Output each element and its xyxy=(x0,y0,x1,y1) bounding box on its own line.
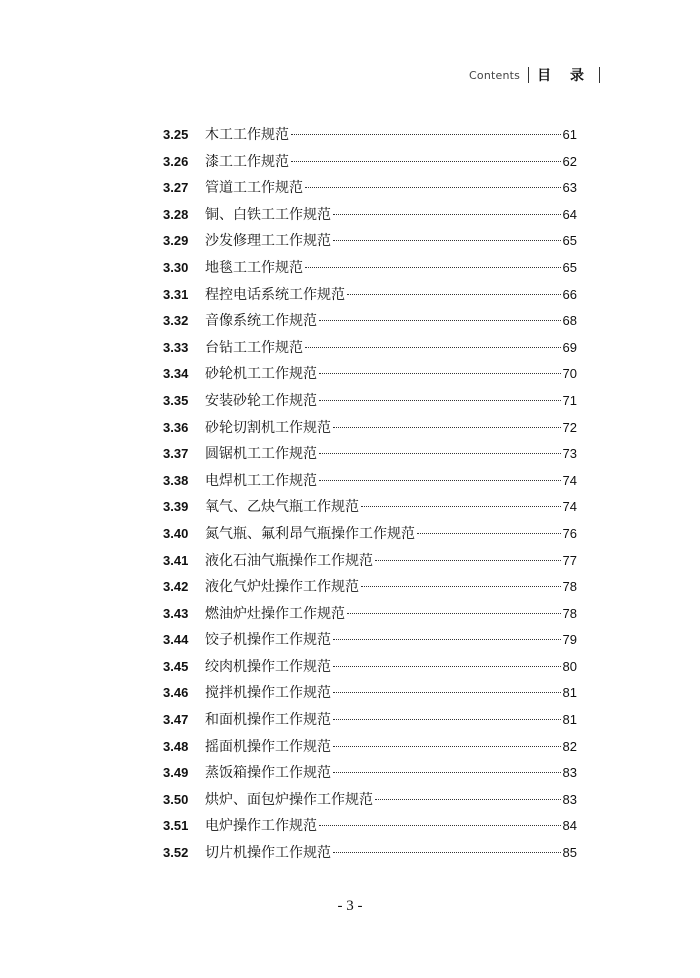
header-divider-end xyxy=(599,67,600,83)
toc-entry[interactable] xyxy=(163,282,577,309)
toc-dot-leader xyxy=(347,294,561,295)
toc-entry-page: 70 xyxy=(562,366,577,382)
toc-dot-leader xyxy=(333,852,561,853)
toc-dot-leader xyxy=(361,506,561,507)
toc-entry[interactable] xyxy=(163,494,577,521)
toc-entry-title: 安装砂轮工作规范 xyxy=(205,392,317,409)
toc-dot-leader xyxy=(305,347,561,348)
toc-entry-number: 3.27 xyxy=(163,180,189,196)
toc-entry-number: 3.43 xyxy=(163,605,189,621)
toc-dot-leader xyxy=(375,799,561,800)
toc-entry[interactable] xyxy=(163,627,577,654)
toc-entry-page: 81 xyxy=(562,712,577,728)
toc-entry-title: 音像系统工作规范 xyxy=(205,313,317,330)
toc-entry-page: 69 xyxy=(562,339,577,355)
toc-entry-number: 3.45 xyxy=(163,658,189,674)
toc-entry-page: 84 xyxy=(562,818,577,834)
toc-entry-number: 3.30 xyxy=(163,259,189,275)
toc-entry-page: 78 xyxy=(562,605,577,621)
toc-entry[interactable] xyxy=(163,787,577,814)
toc-entry[interactable] xyxy=(163,388,577,415)
toc-entry-number: 3.32 xyxy=(163,313,189,329)
toc-entry-title: 绞肉机操作工作规范 xyxy=(205,658,331,675)
toc-dot-leader xyxy=(319,453,561,454)
toc-dot-leader xyxy=(333,214,561,215)
toc-entry[interactable] xyxy=(163,308,577,335)
toc-entry[interactable] xyxy=(163,654,577,681)
toc-entry-page: 65 xyxy=(562,259,577,275)
toc-entry[interactable] xyxy=(163,840,577,867)
toc-entry-number: 3.46 xyxy=(163,685,189,701)
toc-entry-number: 3.35 xyxy=(163,392,189,408)
toc-entry-title: 燃油炉灶操作工作规范 xyxy=(205,605,345,622)
toc-entry-number: 3.44 xyxy=(163,632,189,648)
toc-entry-number: 3.50 xyxy=(163,791,189,807)
toc-entry-number: 3.48 xyxy=(163,738,189,754)
toc-entry-title: 沙发修理工工作规范 xyxy=(205,233,331,250)
toc-entry-page: 77 xyxy=(562,552,577,568)
toc-dot-leader xyxy=(319,480,561,481)
toc-dot-leader xyxy=(333,746,561,747)
toc-entry-title: 圆锯机工工作规范 xyxy=(205,446,317,463)
toc-entry[interactable] xyxy=(163,574,577,601)
toc-entry[interactable] xyxy=(163,680,577,707)
toc-dot-leader xyxy=(333,772,561,773)
header-divider xyxy=(528,67,529,83)
toc-entry-number: 3.36 xyxy=(163,419,189,435)
header-section-zh: 目 录 xyxy=(537,68,591,84)
toc-entry-page: 62 xyxy=(562,153,577,169)
toc-entry-page: 65 xyxy=(562,233,577,249)
toc-dot-leader xyxy=(333,240,561,241)
toc-entry-title: 饺子机操作工作规范 xyxy=(205,632,331,649)
toc-entry-title: 蒸饭箱操作工作规范 xyxy=(205,765,331,782)
toc-entry-title: 台钻工工作规范 xyxy=(205,339,303,356)
toc-entry-number: 3.40 xyxy=(163,525,189,541)
toc-entry-number: 3.38 xyxy=(163,472,189,488)
toc-entry-title: 铜、白铁工工作规范 xyxy=(205,206,331,223)
toc-entry[interactable] xyxy=(163,175,577,202)
toc-entry-page: 82 xyxy=(562,738,577,754)
toc-entry-number: 3.51 xyxy=(163,818,189,834)
toc-entry-title: 搅拌机操作工作规范 xyxy=(205,685,331,702)
toc-entry-title: 液化石油气瓶操作工作规范 xyxy=(205,552,373,569)
toc-entry-number: 3.26 xyxy=(163,153,189,169)
toc-dot-leader xyxy=(333,666,561,667)
toc-entry-page: 85 xyxy=(562,845,577,861)
toc-entry-number: 3.28 xyxy=(163,206,189,222)
toc-dot-leader xyxy=(333,639,561,640)
toc-entry-page: 68 xyxy=(562,313,577,329)
toc-entry-page: 61 xyxy=(562,127,577,142)
toc-entry-title: 地毯工工作规范 xyxy=(205,259,303,276)
toc-entry[interactable] xyxy=(163,521,577,548)
toc-entry-title: 氮气瓶、氟利昂气瓶操作工作规范 xyxy=(205,525,415,542)
toc-entry-title: 烘炉、面包炉操作工作规范 xyxy=(205,791,373,808)
toc-entry[interactable] xyxy=(163,149,577,176)
toc-entry-page: 83 xyxy=(562,765,577,781)
toc-dot-leader xyxy=(305,187,561,188)
toc-entry-number: 3.42 xyxy=(163,579,189,595)
toc-entry[interactable] xyxy=(163,707,577,734)
toc-dot-leader xyxy=(319,373,561,374)
toc-dot-leader xyxy=(305,267,561,268)
toc-entry[interactable] xyxy=(163,228,577,255)
toc-entry[interactable] xyxy=(163,361,577,388)
toc-entry-page: 66 xyxy=(562,286,577,302)
toc-entry-number: 3.33 xyxy=(163,339,189,355)
toc-entry-page: 78 xyxy=(562,579,577,595)
toc-entry-number: 3.39 xyxy=(163,499,189,515)
header-section-en: Contents xyxy=(469,68,521,82)
toc-dot-leader xyxy=(361,586,561,587)
toc-entry-title: 砂轮切割机工作规范 xyxy=(205,419,331,436)
toc-entry[interactable] xyxy=(163,335,577,362)
toc-entry-page: 72 xyxy=(562,419,577,435)
toc-dot-leader xyxy=(319,825,561,826)
toc-entry-number: 3.34 xyxy=(163,366,189,382)
toc-entry-page: 71 xyxy=(562,392,577,408)
toc-dot-leader xyxy=(375,560,561,561)
toc-entry[interactable] xyxy=(163,601,577,628)
toc-entry-number: 3.31 xyxy=(163,286,189,302)
toc-entry-title: 砂轮机工工作规范 xyxy=(205,366,317,383)
toc-entry-title: 液化气炉灶操作工作规范 xyxy=(205,579,359,596)
toc-entry-number: 3.41 xyxy=(163,552,189,568)
toc-entry[interactable] xyxy=(163,441,577,468)
toc-dot-leader xyxy=(291,134,561,135)
toc-dot-leader xyxy=(333,427,561,428)
toc-entry-number: 3.25 xyxy=(163,127,189,142)
toc-entry-number: 3.49 xyxy=(163,765,189,781)
toc-entry-title: 管道工工作规范 xyxy=(205,180,303,197)
toc-entry[interactable] xyxy=(163,122,577,149)
toc-entry-number: 3.29 xyxy=(163,233,189,249)
toc-entry[interactable] xyxy=(163,468,577,495)
toc-dot-leader xyxy=(291,161,561,162)
toc-dot-leader xyxy=(319,400,561,401)
toc-entry-number: 3.37 xyxy=(163,446,189,462)
toc-entry-page: 64 xyxy=(562,206,577,222)
toc-entry-title: 和面机操作工作规范 xyxy=(205,712,331,729)
page-number: - 3 - xyxy=(337,898,363,914)
running-header xyxy=(469,66,608,84)
toc-entry-page: 63 xyxy=(562,180,577,196)
toc-entry-number: 3.47 xyxy=(163,712,189,728)
toc-dot-leader xyxy=(417,533,561,534)
toc-entry-page: 79 xyxy=(562,632,577,648)
toc-entry[interactable] xyxy=(163,255,577,282)
toc-entry[interactable] xyxy=(163,548,577,575)
toc-entry-page: 83 xyxy=(562,791,577,807)
toc-entry-page: 76 xyxy=(562,525,577,541)
toc-entry-title: 漆工工作规范 xyxy=(205,153,289,170)
toc-entry[interactable] xyxy=(163,202,577,229)
toc-entry-title: 摇面机操作工作规范 xyxy=(205,738,331,755)
toc-entry-title: 电炉操作工作规范 xyxy=(205,818,317,835)
toc-entry-page: 74 xyxy=(562,499,577,515)
toc-entry[interactable] xyxy=(163,760,577,787)
toc-entry-title: 电焊机工工作规范 xyxy=(205,472,317,489)
toc-entry[interactable] xyxy=(163,813,577,840)
toc-entry-title: 切片机操作工作规范 xyxy=(205,845,331,862)
toc-entry[interactable] xyxy=(163,734,577,761)
table-of-contents xyxy=(163,122,577,867)
toc-entry-page: 80 xyxy=(562,658,577,674)
toc-entry-title: 氧气、乙炔气瓶工作规范 xyxy=(205,499,359,516)
toc-entry-page: 73 xyxy=(562,446,577,462)
toc-entry-page: 81 xyxy=(562,685,577,701)
toc-dot-leader xyxy=(333,719,561,720)
toc-dot-leader xyxy=(333,692,561,693)
toc-dot-leader xyxy=(347,613,561,614)
toc-entry[interactable] xyxy=(163,415,577,442)
toc-entry-number: 3.52 xyxy=(163,845,189,861)
toc-entry-page: 74 xyxy=(562,472,577,488)
toc-dot-leader xyxy=(319,320,561,321)
toc-entry-title: 木工工作规范 xyxy=(205,127,289,143)
toc-entry-title: 程控电话系统工作规范 xyxy=(205,286,345,303)
